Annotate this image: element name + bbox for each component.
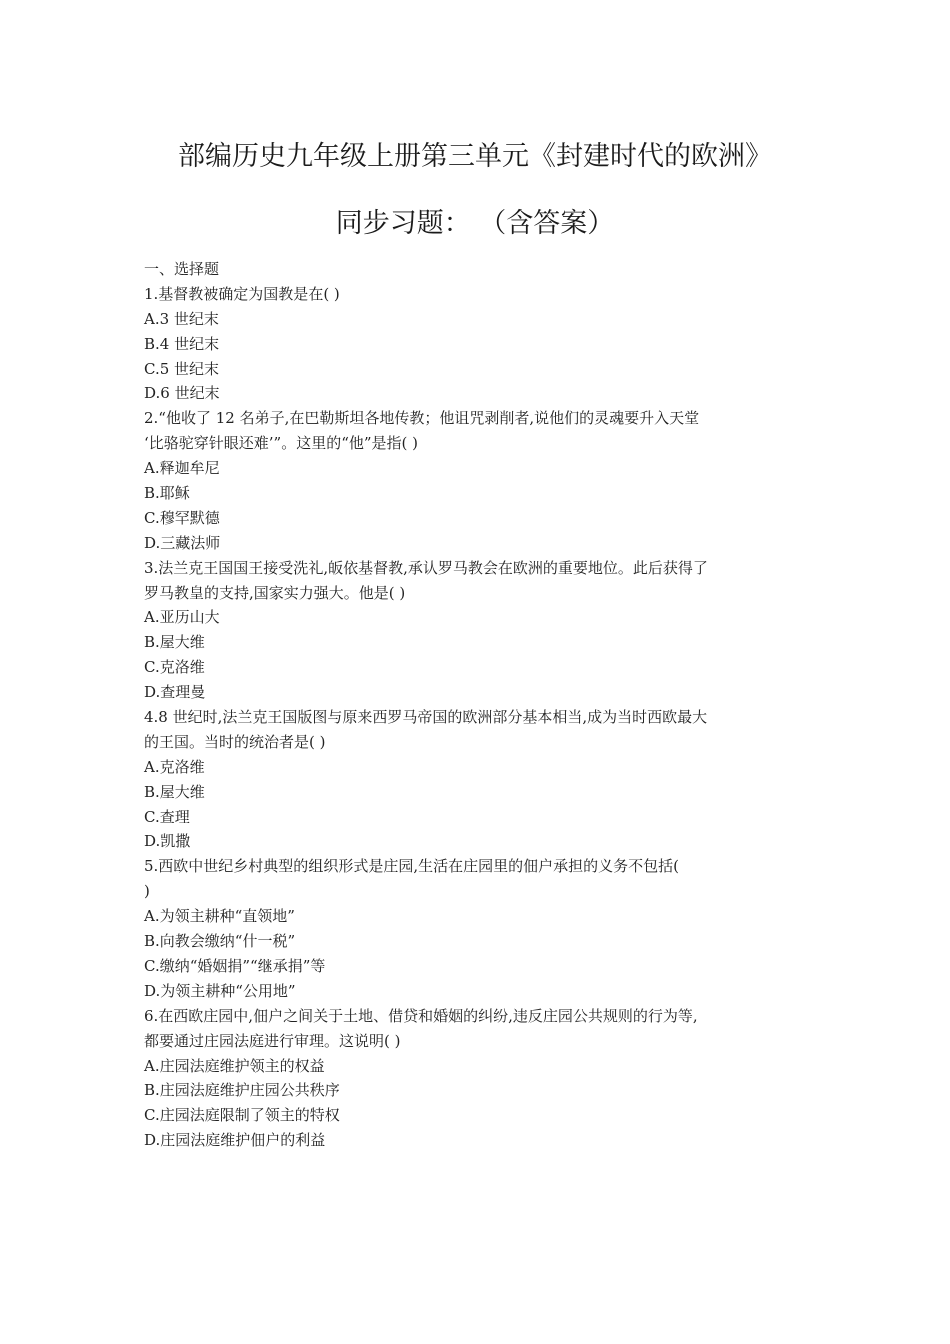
option-a: A.3 世纪末 — [144, 309, 219, 328]
option-d: D.三藏法师 — [144, 533, 221, 552]
question-stem-continued: 罗马教皇的支持,国家实力强大。他是( ) — [144, 583, 406, 602]
option-b: B.庄园法庭维护庄园公共秩序 — [144, 1081, 340, 1100]
option-a: A.庄园法庭维护领主的权益 — [144, 1056, 325, 1075]
option-c: C.缴纳“婚姻捐”“继承捐”等 — [144, 956, 326, 975]
question-stem: 2.“他收了 12 名弟子,在巴勒斯坦各地传教；他诅咒剥削者,说他们的灵魂要升入天堂 — [144, 409, 700, 428]
option-d: D.为领主耕种“公用地” — [144, 981, 296, 1000]
question-4 — [144, 705, 812, 854]
section-heading: 一、选择题 — [144, 260, 220, 278]
question-stem: 4.8 世纪时,法兰克王国版图与原来西罗马帝国的欧洲部分基本相当,成为当时西欧最大 — [144, 708, 708, 727]
option-d: D.查理曼 — [144, 683, 206, 702]
option-a: A.释迦牟尼 — [144, 459, 220, 478]
option-a: A.为领主耕种“直领地” — [144, 907, 295, 926]
question-1 — [144, 282, 812, 406]
option-b: B.4 世纪末 — [144, 334, 220, 353]
document-subtitle: 同步习题： （含答案） — [335, 208, 615, 239]
option-c: C.穆罕默德 — [144, 508, 220, 527]
option-a: A.克洛维 — [144, 757, 205, 776]
document-title: 部编历史九年级上册第三单元《封建时代的欧洲》 — [178, 141, 772, 172]
question-list — [144, 257, 812, 1153]
question-2 — [144, 406, 812, 555]
option-a: A.亚历山大 — [144, 608, 220, 627]
option-c: C.庄园法庭限制了领主的特权 — [144, 1106, 340, 1125]
option-d: D.6 世纪末 — [144, 384, 220, 403]
question-stem-continued: 的王国。当时的统治者是( ) — [144, 732, 326, 751]
question-stem: 6.在西欧庄园中,佃户之间关于土地、借贷和婚姻的纠纷,违反庄园公共规则的行为等, — [144, 1006, 698, 1025]
option-b: B.耶稣 — [144, 484, 190, 503]
option-b: B.向教会缴纳“什一税” — [144, 932, 296, 951]
option-b: B.屋大维 — [144, 633, 205, 652]
option-b: B.屋大维 — [144, 782, 205, 801]
question-stem: 1.基督教被确定为国教是在( ) — [144, 284, 340, 303]
question-6 — [144, 1004, 812, 1153]
option-d: D.凯撒 — [144, 832, 191, 851]
question-stem-continued: ) — [144, 882, 150, 901]
question-stem-continued: ‘比骆驼穿针眼还难’”。这里的“他”是指( ) — [144, 434, 419, 453]
option-c: C.克洛维 — [144, 658, 205, 677]
option-d: D.庄园法庭维护佃户的利益 — [144, 1131, 326, 1150]
option-c: C.5 世纪末 — [144, 359, 220, 378]
question-stem: 3.法兰克王国国王接受洗礼,皈依基督教,承认罗马教会在欧洲的重要地位。此后获得了 — [144, 558, 708, 577]
question-5 — [144, 854, 812, 1003]
question-stem-continued: 都要通过庄园法庭进行审理。这说明( ) — [144, 1031, 401, 1050]
question-3 — [144, 556, 812, 705]
question-stem: 5.西欧中世纪乡村典型的组织形式是庄园,生活在庄园里的佃户承担的义务不包括( — [144, 857, 679, 876]
option-c: C.查理 — [144, 807, 190, 826]
